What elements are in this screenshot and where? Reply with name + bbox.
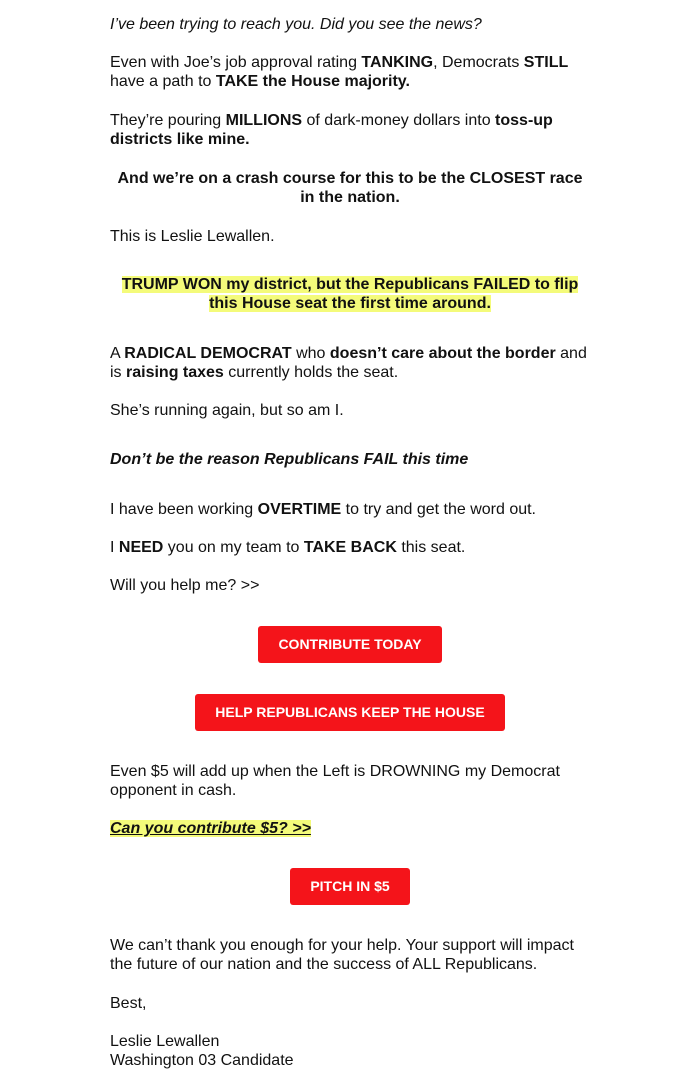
text: and is [110, 345, 587, 381]
five-dollar-text: Even $5 will add up when the Left is DROWNING my Democrat opponent in cash. [110, 763, 560, 799]
paragraph-need [110, 538, 590, 557]
paragraph-money [110, 111, 590, 149]
text: I [110, 539, 119, 556]
bold-text: TAKE the House majority. [215, 73, 410, 90]
running-again-text: She’s running again, but so am I. [110, 402, 344, 419]
fail-text: Don’t be the reason Republicans FAIL this time [110, 451, 469, 468]
thank-you-text: We can’t thank you enough for your help. Your support will impact the future of our nation and the success of ALL Republicans. [110, 937, 574, 973]
text: They’re pouring [110, 112, 226, 129]
text: you on my team to [163, 539, 304, 556]
bold-text: raising taxes [126, 364, 224, 381]
bold-text: RADICAL DEMOCRAT [124, 345, 292, 362]
pitch-in-button[interactable]: PITCH IN $5 [290, 868, 410, 905]
text: currently holds the seat. [223, 364, 399, 381]
text: to try and get the word out. [341, 501, 536, 518]
text: have a path to [110, 73, 216, 90]
text: who [291, 345, 330, 362]
text: Even with Joe’s job approval rating [110, 54, 362, 71]
highlight-text: TRUMP WON my district, but the Republicans FAILED to flip this House seat the first time around. [121, 276, 579, 312]
bold-text: toss-up districts like mine. [110, 112, 553, 148]
paragraph-approval [110, 53, 590, 91]
contribute-today-button[interactable]: CONTRIBUTE TODAY [258, 626, 442, 663]
signature-name: Leslie Lewallen [110, 1033, 220, 1050]
text: , Democrats [433, 54, 524, 71]
signature-title: Washington 03 Candidate [110, 1052, 294, 1069]
contribute-5-link[interactable]: Can you contribute $5? >> [110, 820, 311, 837]
bold-text: STILL [523, 54, 569, 71]
text: I have been working [110, 501, 258, 518]
help-question-text: Will you help me? >> [110, 577, 260, 594]
text: A [110, 345, 125, 362]
contribute-link-row [110, 819, 590, 838]
closing-text: Best, [110, 995, 147, 1012]
closest-race-text: And we’re on a crash course for this to be the CLOSEST race in the nation. [117, 170, 583, 206]
text: of dark-money dollars into [302, 112, 496, 129]
paragraph-radical [110, 344, 590, 382]
text: this seat. [396, 539, 466, 556]
bold-text: NEED [118, 539, 164, 556]
bold-text: TAKE BACK [303, 539, 397, 556]
paragraph-overtime [110, 500, 590, 519]
intro-name-text: This is Leslie Lewallen. [110, 228, 275, 245]
bold-text: OVERTIME [257, 501, 342, 518]
bold-text: MILLIONS [225, 112, 303, 129]
highlighted-statement [110, 275, 590, 313]
bold-text: TANKING [361, 54, 434, 71]
bold-text: doesn’t care about the border [329, 345, 556, 362]
intro-text: I’ve been trying to reach you. Did you see the news? [110, 16, 482, 33]
help-republicans-button[interactable]: HELP REPUBLICANS KEEP THE HOUSE [195, 694, 505, 731]
